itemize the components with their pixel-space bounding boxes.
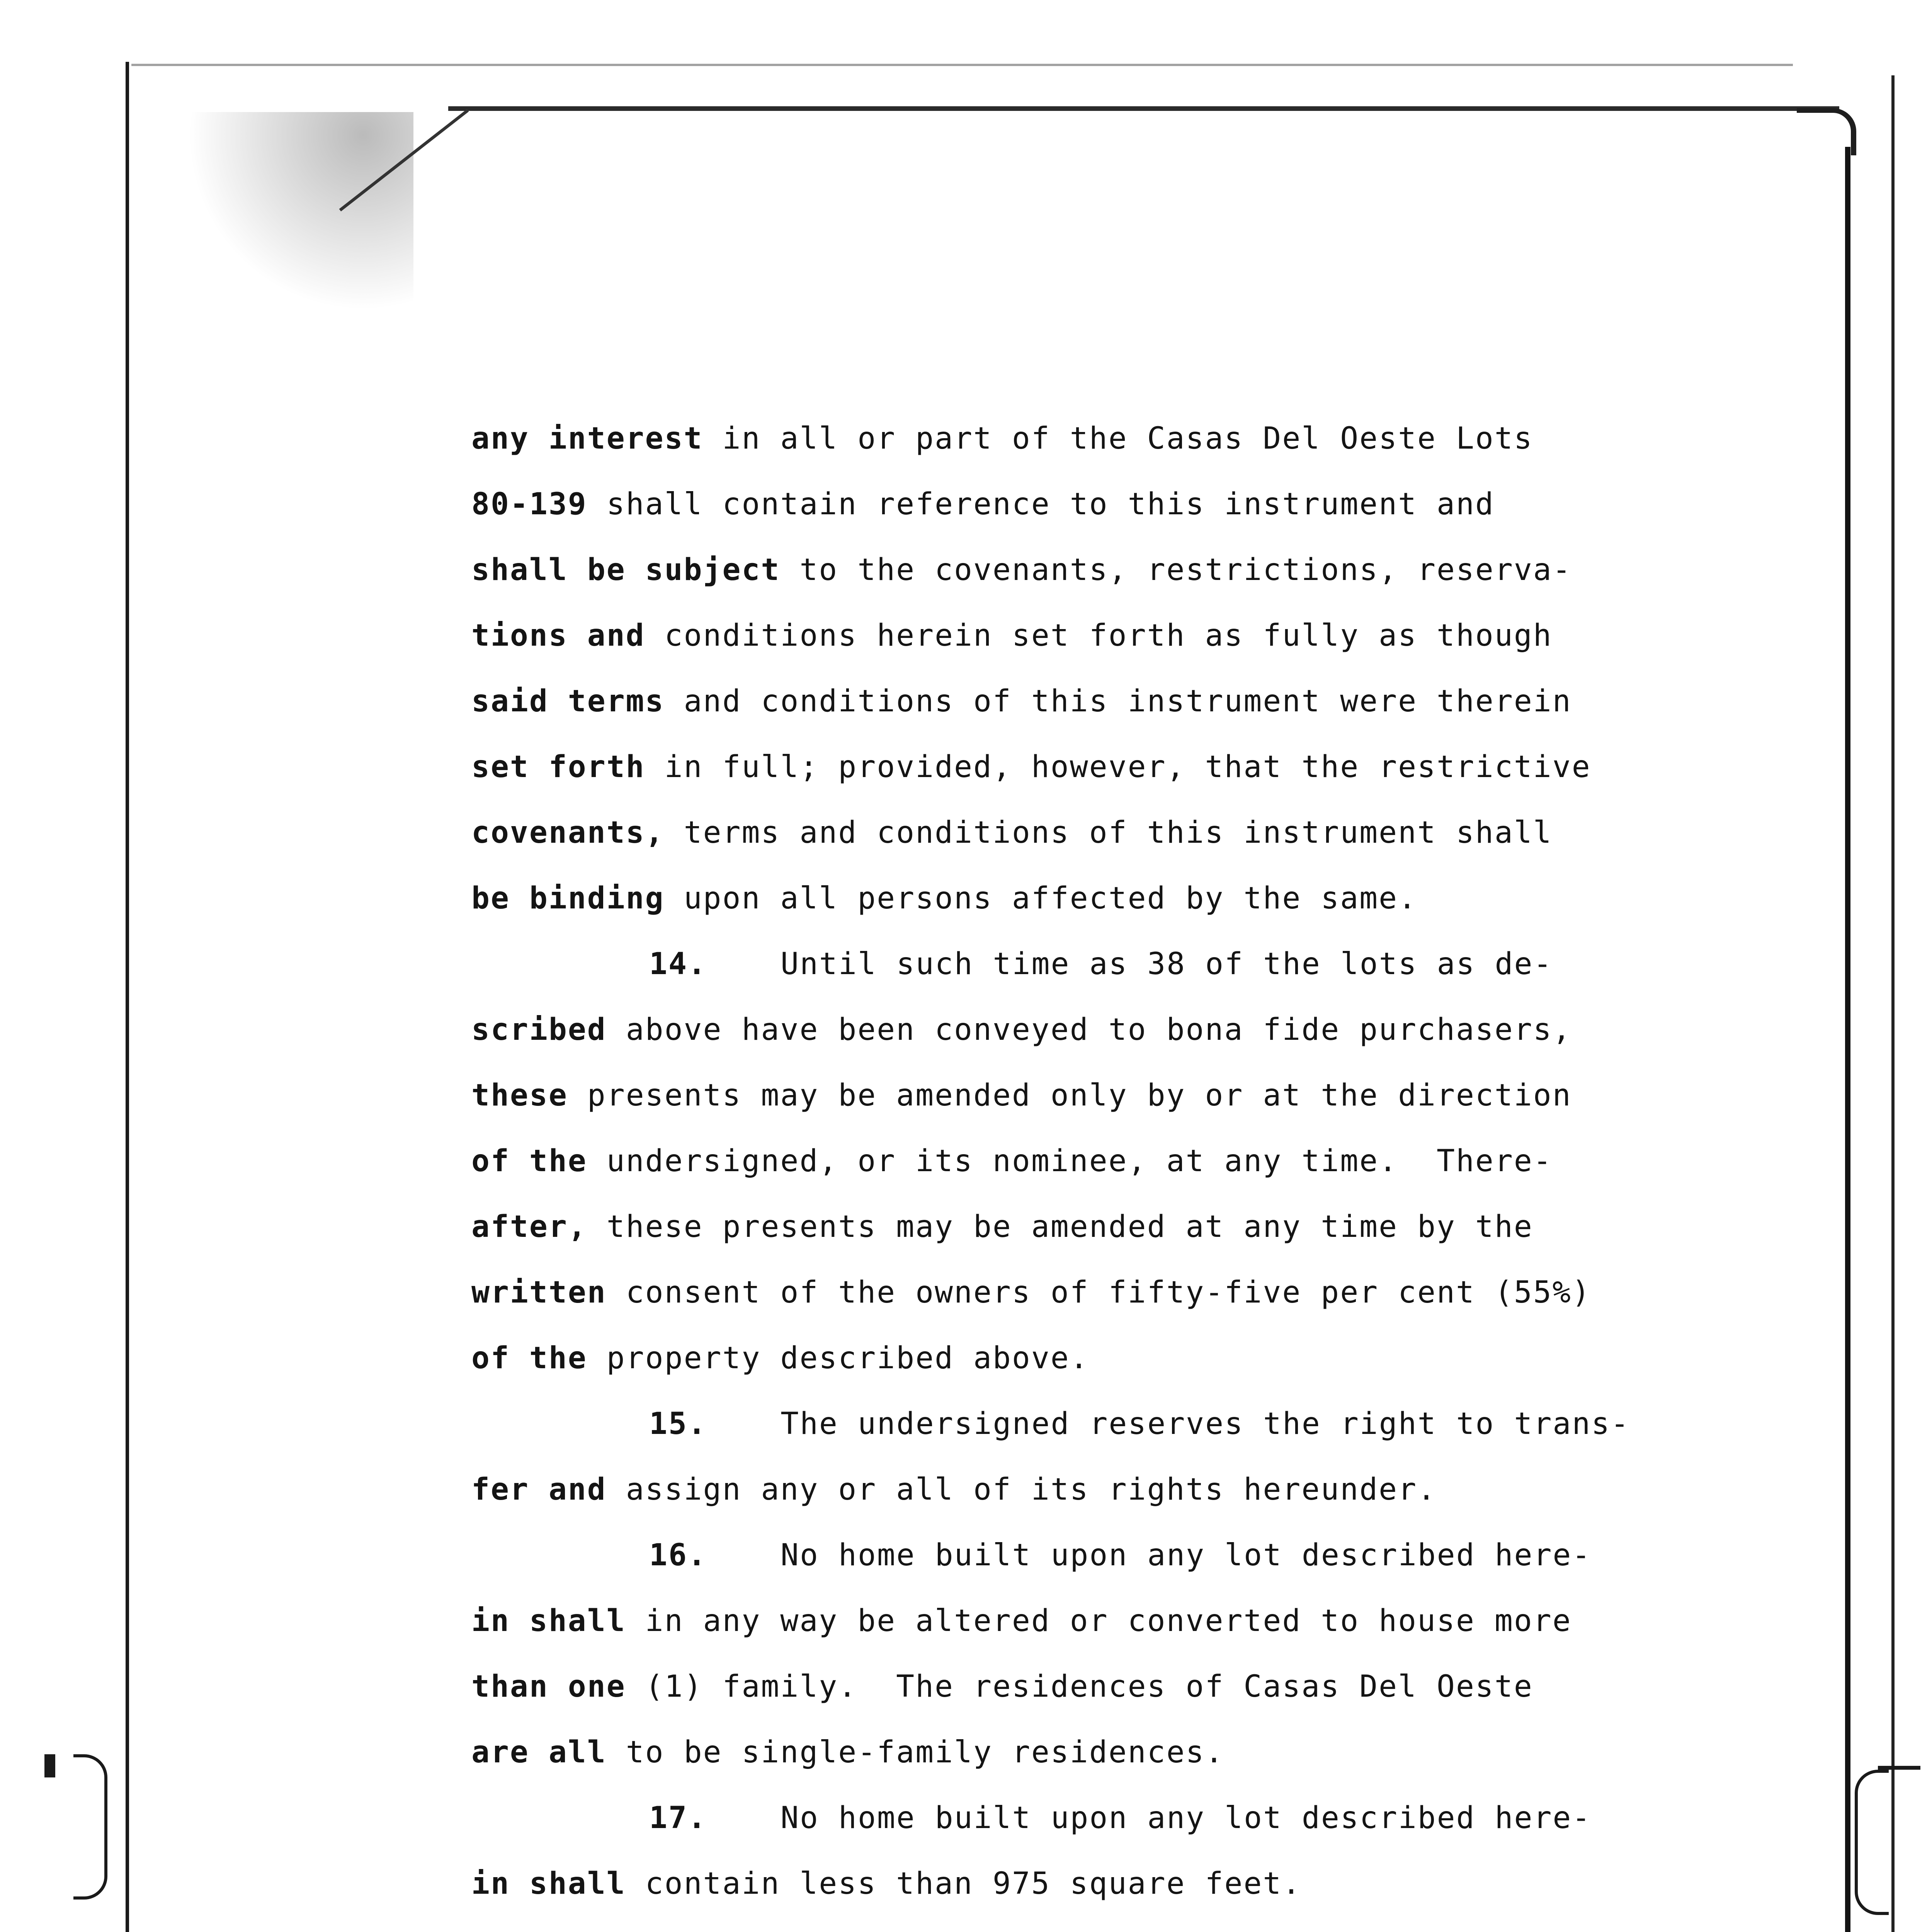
text-line: [471, 603, 1631, 668]
line-lead-text: be binding: [471, 881, 665, 916]
text-line: [471, 1260, 1631, 1325]
line-text: presents may be amended only by or at the direction: [568, 1078, 1572, 1113]
scan-border-top: [448, 106, 1839, 111]
paragraph-number: 16.: [649, 1538, 707, 1573]
text-line: [471, 1917, 1631, 1932]
line-lead-text: 80-139: [471, 487, 587, 522]
line-text: consent of the owners of fifty-five per cent (55%): [606, 1275, 1591, 1310]
line-text: assign any or all of its rights hereunder.: [606, 1472, 1437, 1507]
corner-fold: [1797, 108, 1856, 155]
line-text: The undersigned reserves the right to trans-: [781, 1406, 1630, 1441]
text-line: [471, 997, 1631, 1063]
text-line: [471, 1785, 1631, 1851]
line-text: in all or part of the Casas Del Oeste Lots: [703, 421, 1533, 456]
line-lead-text: these: [471, 1078, 568, 1113]
binder-bracket-left: [73, 1754, 107, 1900]
line-lead-text: tions and: [471, 618, 645, 653]
line-lead-text: written: [471, 1275, 607, 1310]
text-line: [471, 931, 1631, 997]
line-lead-text: set forth: [471, 750, 645, 784]
binder-bracket-right: [1855, 1770, 1889, 1915]
line-text: Until such time as 38 of the lots as de-: [781, 947, 1553, 981]
line-lead-text: in shall: [471, 1604, 626, 1638]
corner-scatter: [162, 112, 413, 344]
line-text: to be single-family residences.: [606, 1735, 1225, 1770]
text-line: [471, 1128, 1631, 1194]
line-text: in full; provided, however, that the restrictive: [645, 750, 1591, 784]
line-lead-text: covenants,: [471, 815, 665, 850]
paragraph-number: 17.: [649, 1801, 707, 1835]
line-lead-text: than one: [471, 1669, 626, 1704]
line-lead-text: any interest: [471, 421, 703, 456]
text-line: [471, 800, 1631, 866]
text-line: [471, 1457, 1631, 1522]
line-text: No home built upon any lot described here-: [781, 1801, 1592, 1835]
line-text: (1) family. The residences of Casas Del Oeste: [626, 1669, 1533, 1704]
line-lead-text: after,: [471, 1209, 587, 1244]
line-text: contain less than 975 square feet.: [626, 1866, 1302, 1901]
text-line: [471, 1194, 1631, 1260]
line-text: upon all persons affected by the same.: [664, 881, 1418, 916]
line-text: in any way be altered or converted to house more: [626, 1604, 1572, 1638]
text-line: [471, 537, 1631, 603]
text-line: [471, 1325, 1631, 1391]
line-text: shall contain reference to this instrument and: [587, 487, 1495, 522]
line-text: property described above.: [587, 1341, 1089, 1376]
text-line: [471, 1719, 1631, 1785]
text-line: [471, 1522, 1631, 1588]
scan-border-left: [126, 62, 129, 1932]
line-lead-text: in shall: [471, 1866, 626, 1901]
line-text: No home built upon any lot described here-: [781, 1538, 1592, 1573]
line-lead-text: of the: [471, 1144, 587, 1179]
line-lead-text: said terms: [471, 684, 665, 719]
line-lead-text: are all: [471, 1735, 607, 1770]
line-lead-text: of the: [471, 1341, 587, 1376]
binder-mark-left: [44, 1754, 55, 1777]
text-line: [471, 1063, 1631, 1128]
paragraph-number: 15.: [649, 1406, 707, 1441]
line-text: to the covenants, restrictions, reserva-: [780, 553, 1572, 587]
text-line: [471, 668, 1631, 734]
line-text: undersigned, or its nominee, at any time. There-: [587, 1144, 1553, 1179]
document-body: [471, 406, 1631, 1932]
paragraph-number: 14.: [649, 947, 707, 981]
text-line: [471, 1391, 1631, 1457]
paragraph-number: [649, 1917, 781, 1932]
line-lead-text: scribed: [471, 1012, 607, 1047]
text-line: [471, 734, 1631, 800]
line-lead-text: shall be subject: [471, 553, 781, 587]
text-line: [471, 1851, 1631, 1917]
text-line: [471, 866, 1631, 931]
text-line: [471, 1654, 1631, 1719]
line-text: conditions herein set forth as fully as though: [645, 618, 1553, 653]
text-line: [471, 1588, 1631, 1654]
line-text: these presents may be amended at any time by the: [587, 1209, 1533, 1244]
scan-border-right: [1845, 147, 1850, 1932]
text-line: [471, 471, 1631, 537]
line-lead-text: fer and: [471, 1472, 607, 1507]
text-line: [471, 406, 1631, 471]
scan-border-right-outer: [1891, 75, 1895, 1932]
scan-border-top-faint: [131, 64, 1793, 66]
line-text: above have been conveyed to bona fide purchasers,: [606, 1012, 1572, 1047]
line-text: terms and conditions of this instrument shall: [664, 815, 1553, 850]
binder-tick-right: [1878, 1766, 1920, 1770]
line-text: and conditions of this instrument were therein: [664, 684, 1572, 719]
